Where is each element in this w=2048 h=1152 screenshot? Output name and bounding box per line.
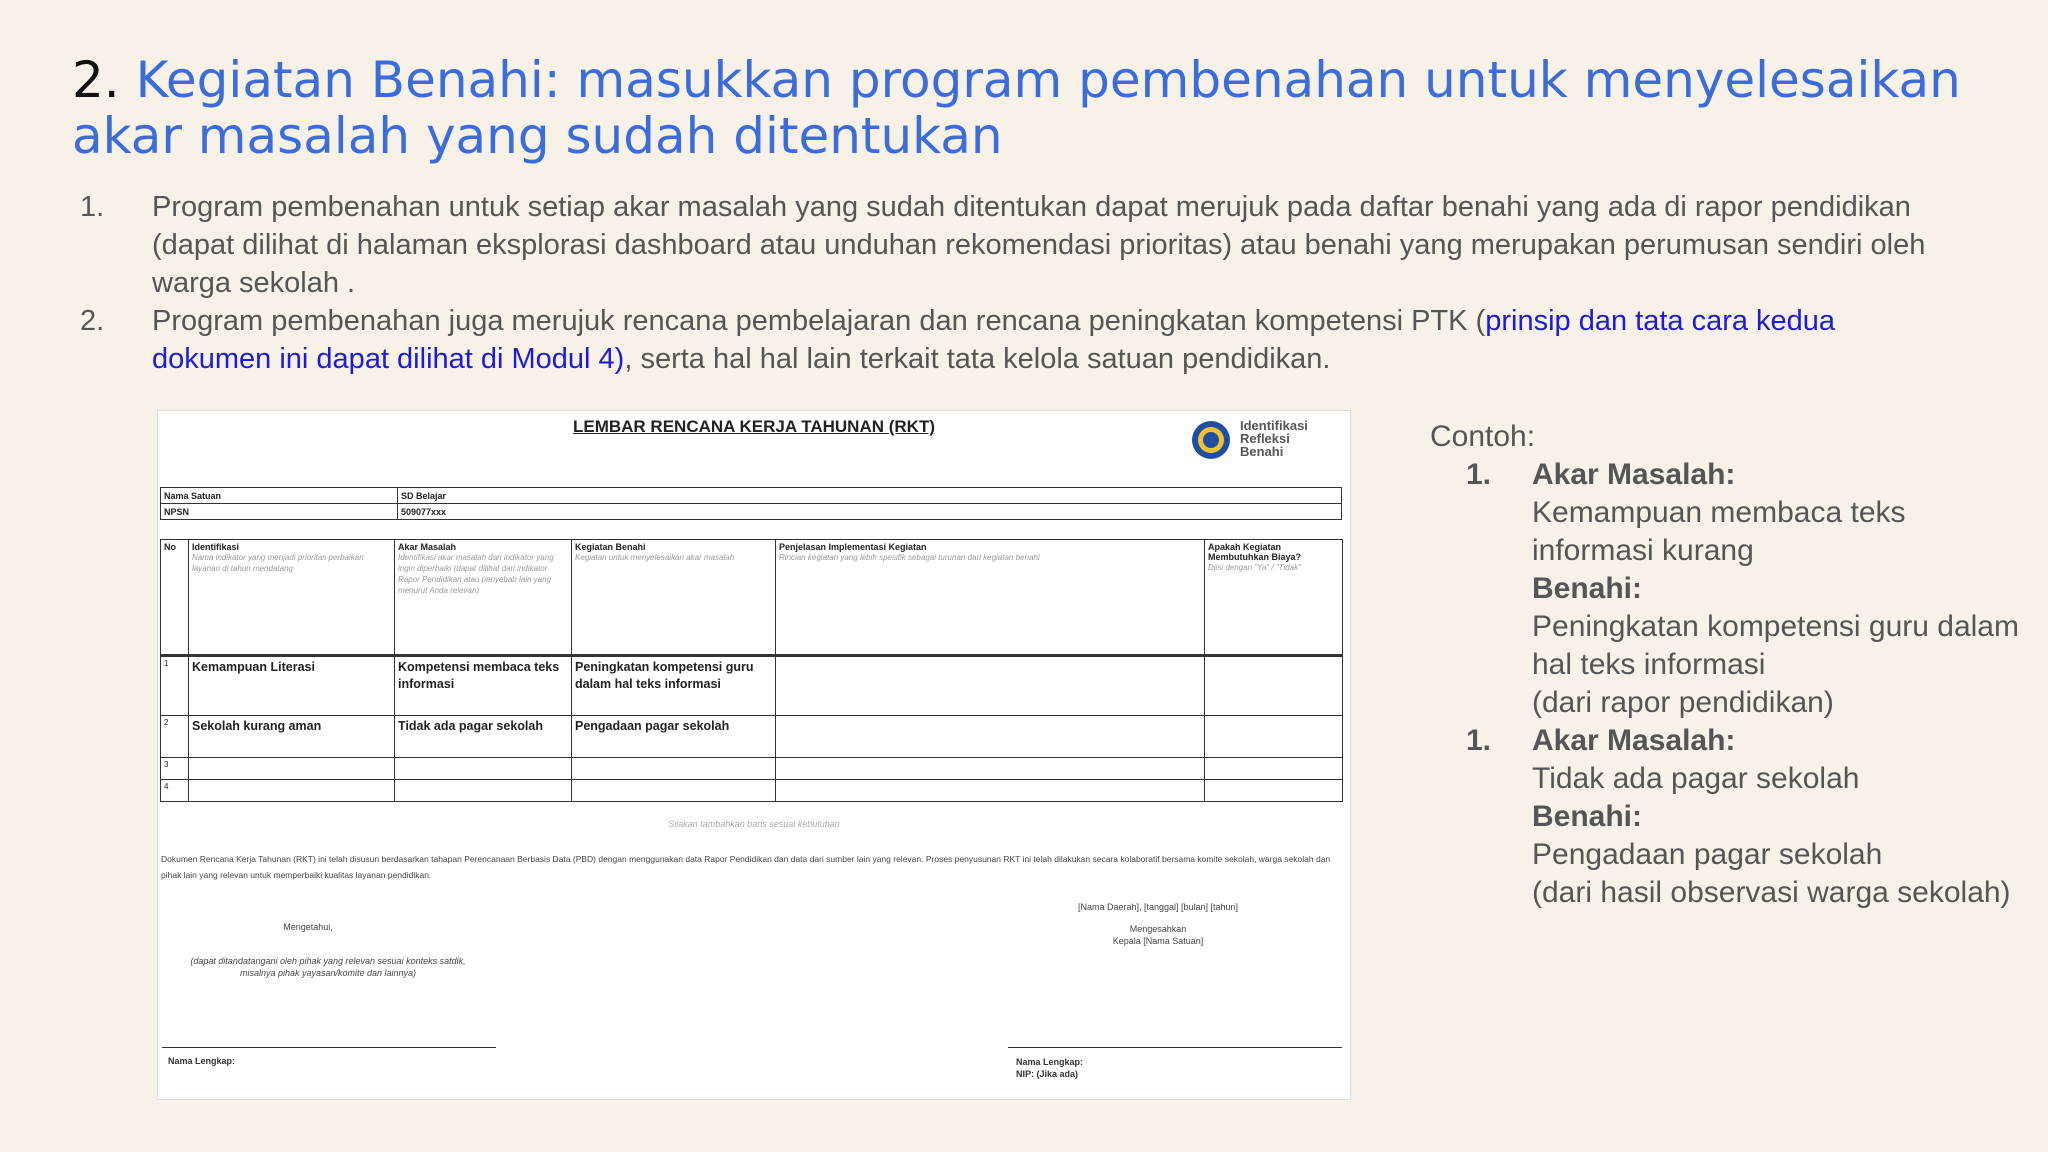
rkt-table xyxy=(160,539,1343,802)
rkt-document-image xyxy=(157,410,1351,1100)
instruction-text xyxy=(152,302,1960,378)
document-title: LEMBAR RENCANA KERJA TAHUNAN (RKT) xyxy=(572,417,935,436)
instruction-list xyxy=(80,188,1960,378)
instruction-number: 1. xyxy=(80,191,105,223)
akar-text: Tidak ada pagar sekolah xyxy=(1532,762,1860,795)
school-info-table xyxy=(160,487,1342,520)
irb-logo xyxy=(1190,415,1340,465)
header-biaya: Apakah Kegiatan Membutuhkan Biaya? Diisi dengan "Ya" / "Tidak" xyxy=(1205,540,1343,656)
instruction-number: 2. xyxy=(80,305,105,337)
logo-text: Identifikasi Refleksi Benahi xyxy=(1240,418,1308,459)
mengesahkan-label: Mengesahkan xyxy=(1129,924,1187,934)
benahi-label: Benahi: xyxy=(1532,572,1643,605)
name-left: Nama Lengkap: xyxy=(168,1056,236,1066)
header-no: No xyxy=(161,540,189,656)
example-number: 1. xyxy=(1466,724,1492,757)
table-row: Nama Satuan SD Belajar xyxy=(161,488,1342,504)
instruction-text: Program pembenahan untuk setiap akar masalah yang sudah ditentukan dapat merujuk pada daftar benahi yang ada di rapor pendidikan (dapat dilihat di halaman eksplorasi dashboard atau unduhan rekomendasi prioritas) atau benahi yang merupakan perumusan sendiri oleh warga sekolah . xyxy=(152,191,1926,299)
table-row: 2 Sekolah kurang aman Tidak ada pagar sekolah Pengadaan pagar sekolah xyxy=(161,716,1343,758)
source-text: (dari hasil observasi warga sekolah) xyxy=(1532,876,2011,909)
header-kegiatan-benahi: Kegiatan Benahi Kegiatan untuk menyelesaikan akar masalah xyxy=(572,540,776,656)
document-paragraph: Dokumen Rencana Kerja Tahunan (RKT) ini telah disusun berdasarkan tahapan Perencanaan Berbasis Data (PBD) dengan menggunakan data Rapor Pendidikan dan data dari sumber lain yang relevan. Proses penyusunan RKT ini telah dilakukan secara kolaboratif bersama komite sekolah, warga sekolah dan pihak lain yang relevan untuk memperbaiki kualitas layanan pendidikan. xyxy=(161,854,1331,880)
instruction-item xyxy=(80,188,1960,302)
table-row: 4 xyxy=(161,780,1343,802)
example-item xyxy=(1466,456,2030,722)
title-number: 2. xyxy=(72,51,120,109)
header-identifikasi: Identifikasi Nama indikator yang menjadi prioritas perbaikan layanan di tahun mendatang xyxy=(189,540,395,656)
example-panel xyxy=(1430,418,2030,912)
signature-left xyxy=(178,921,498,979)
header-penjelasan: Penjelasan Implementasi Kegiatan Rincian kegiatan yang lebih spesifik sebagai turunan dari kegiatan benahi xyxy=(776,540,1205,656)
signature-right xyxy=(1038,901,1278,947)
principal-role: Kepala [Nama Satuan] xyxy=(1112,936,1204,946)
example-heading: Contoh: xyxy=(1430,420,1536,453)
instruction-text-after: , serta hal hal lain terkait tata kelola satuan pendidikan. xyxy=(624,343,1331,375)
table-row: 3 xyxy=(161,758,1343,780)
source-text: (dari rapor pendidikan) xyxy=(1532,686,1834,719)
akar-label: Akar Masalah: xyxy=(1532,458,1736,491)
mengetahui-label: Mengetahui, xyxy=(283,922,333,932)
example-item xyxy=(1466,722,2030,912)
modul-4-link[interactable]: prinsip dan tata cara kedua dokumen ini dapat dilihat di Modul 4) xyxy=(152,305,1836,375)
signature-line-right xyxy=(1008,1047,1342,1048)
add-rows-note: Silakan tambahkan baris sesuai kebutuhan xyxy=(668,819,840,829)
name-right: Nama Lengkap: NIP: (Jika ada) xyxy=(1016,1057,1084,1079)
akar-label: Akar Masalah: xyxy=(1532,724,1736,757)
table-row: NPSN 509077xxx xyxy=(161,504,1342,520)
header-akar-masalah: Akar Masalah Identifikasi akar masalah dari indikator yang ingin diperbaiki (dapat dilihat dari indikator Rapor Pendidikan atau penyebab lain yang menurut Anda relevan) xyxy=(395,540,572,656)
table-header-row xyxy=(161,540,1343,656)
title-text: Kegiatan Benahi: masukkan program pembenahan untuk menyelesaikan akar masalah yang sudah ditentukan xyxy=(72,51,1961,165)
akar-text: Kemampuan membaca teks informasi kurang xyxy=(1532,496,1906,567)
page-title xyxy=(72,52,1972,164)
table-row: 1 Kemampuan Literasi Kompetensi membaca teks informasi Peningkatan kompetensi guru dalam hal teks informasi xyxy=(161,656,1343,716)
example-number: 1. xyxy=(1466,458,1492,491)
benahi-text: Pengadaan pagar sekolah xyxy=(1532,838,1883,871)
place-date: [Nama Daerah], [tanggal] [bulan] [tahun] xyxy=(1077,902,1239,912)
benahi-label: Benahi: xyxy=(1532,800,1643,833)
emblem-icon xyxy=(1190,419,1232,461)
signature-line-left xyxy=(162,1047,496,1048)
instruction-text-before: Program pembenahan juga merujuk rencana pembelajaran dan rencana peningkatan kompetensi PTK ( xyxy=(152,305,1486,337)
instruction-item xyxy=(80,302,1960,378)
signature-hint: (dapat ditandatangani oleh pihak yang relevan sesuai konteks satdik, misalnya pihak yayasan/komite dan lainnya) xyxy=(190,956,466,978)
benahi-text: Peningkatan kompetensi guru dalam hal teks informasi xyxy=(1532,610,2019,681)
